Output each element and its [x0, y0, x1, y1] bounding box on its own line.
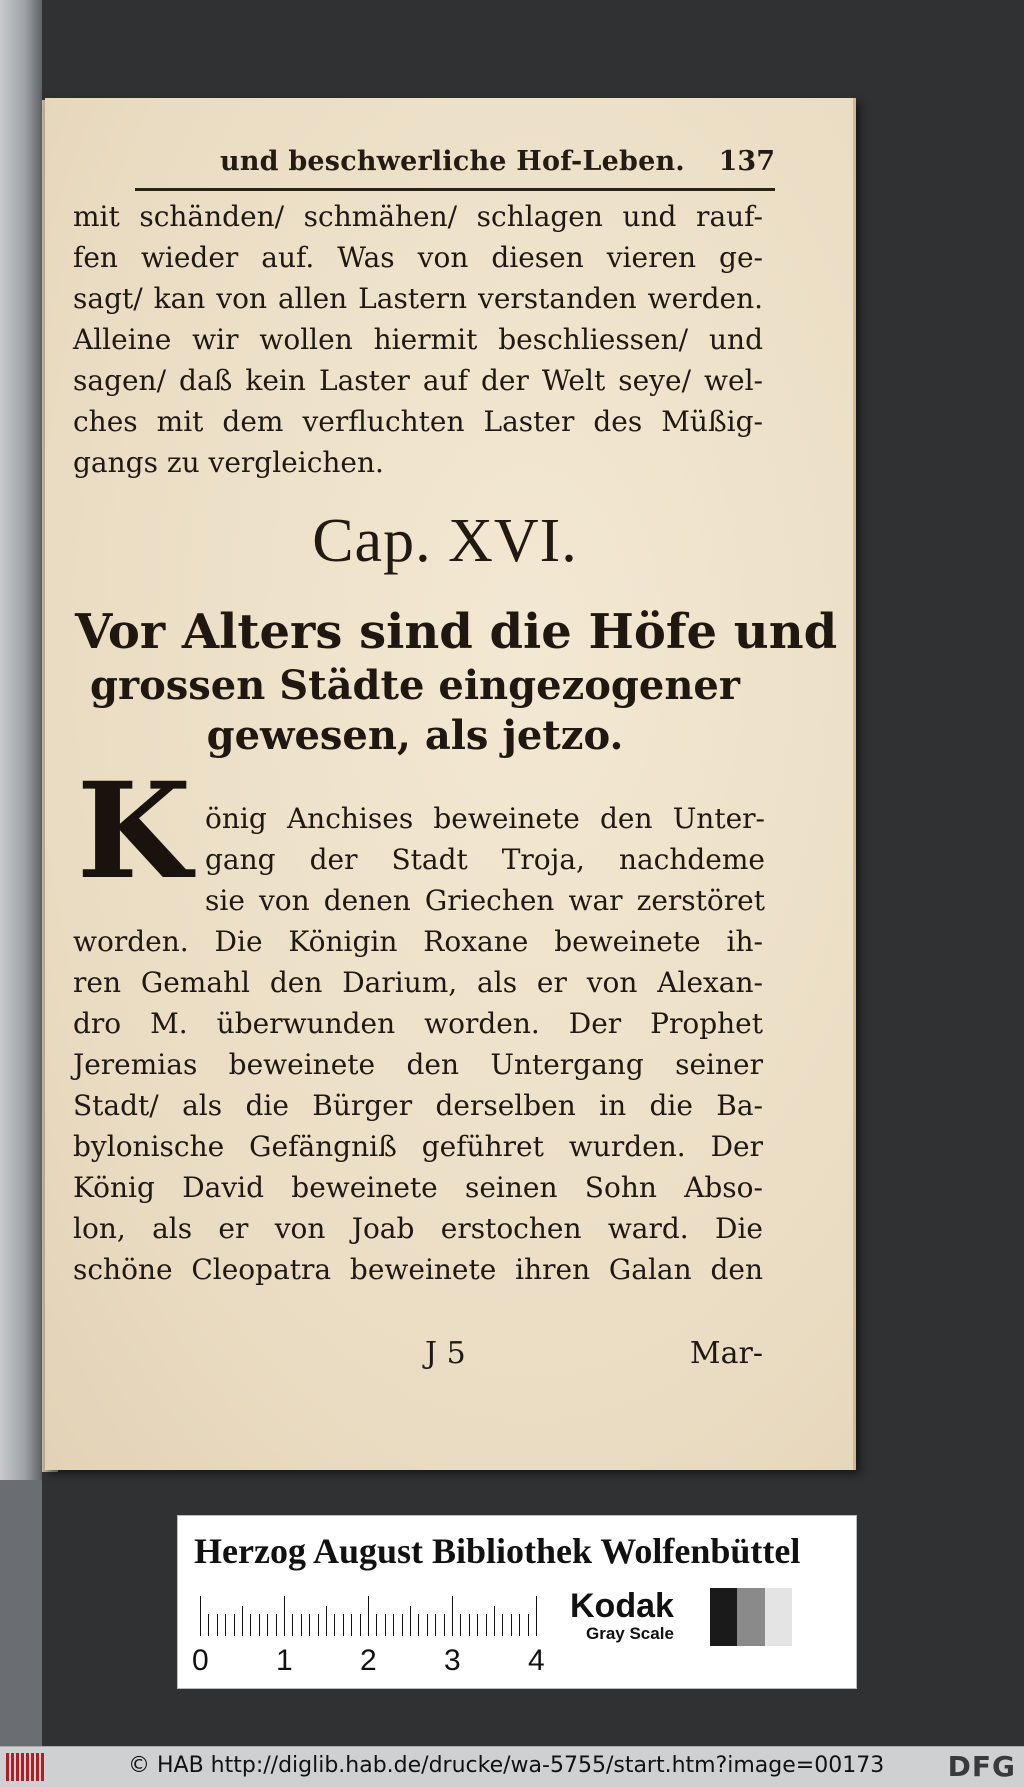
ruler-tick — [368, 1596, 369, 1636]
ruler-tick — [385, 1614, 386, 1636]
ruler-tick — [427, 1614, 428, 1636]
text-line: sie von denen Griechen war zerstöret — [205, 884, 765, 917]
page-number: 137 — [718, 146, 775, 177]
text-line: ren Gemahl den Darium, als er von Alexan- — [73, 966, 763, 999]
text-line: worden. Die Königin Roxane beweinete ih- — [73, 925, 763, 958]
catchword: Mar- — [689, 1336, 763, 1371]
gray-patch — [710, 1588, 737, 1646]
running-head — [135, 144, 775, 191]
ruler-tick — [284, 1596, 285, 1636]
scale-label: 3 — [444, 1644, 461, 1677]
kodak-subtitle: Gray Scale — [586, 1624, 674, 1643]
ruler-tick — [234, 1614, 235, 1636]
ruler-tick — [217, 1614, 218, 1636]
chapter-title-line: Vor Alters sind die Höfe und — [75, 604, 838, 660]
ruler-tick — [351, 1614, 352, 1636]
color-target-card — [178, 1516, 856, 1688]
ruler-tick — [486, 1614, 487, 1636]
ruler-tick — [528, 1614, 529, 1636]
ruler-tick — [267, 1614, 268, 1636]
opening-paragraph — [73, 196, 763, 483]
ruler-tick — [200, 1596, 201, 1636]
ruler-tick — [460, 1614, 461, 1636]
scale-label: 1 — [276, 1644, 293, 1677]
drop-cap-paragraph — [205, 798, 765, 921]
main-paragraph — [73, 921, 763, 1290]
ruler-tick — [326, 1606, 327, 1636]
ruler-tick — [376, 1614, 377, 1636]
running-head-title: und beschwerliche Hof-Leben. — [220, 146, 685, 177]
text-line: dro M. überwunden worden. Der Prophet — [73, 1007, 763, 1040]
attribution-bar — [0, 1746, 1024, 1787]
ruler-tick — [208, 1614, 209, 1636]
library-name: Herzog August Bibliothek Wolfenbüttel — [194, 1531, 801, 1571]
ruler-tick — [343, 1614, 344, 1636]
ruler-tick — [410, 1606, 411, 1636]
chapter-title — [75, 603, 838, 761]
hab-barcode-logo-icon — [6, 1753, 46, 1781]
ruler-tick — [519, 1614, 520, 1636]
scale-label: 2 — [360, 1644, 377, 1677]
text-line: gang der Stadt Troja, nachdeme — [205, 843, 765, 876]
text-line: König David beweinete seinen Sohn Abso- — [73, 1171, 763, 1204]
ruler-tick — [435, 1614, 436, 1636]
gray-scale-patches — [710, 1588, 792, 1646]
ruler-tick — [393, 1614, 394, 1636]
ruler-tick — [452, 1596, 453, 1636]
gray-patch — [737, 1588, 764, 1646]
ruler-tick — [334, 1614, 335, 1636]
ruler-tick — [292, 1614, 293, 1636]
ruler-tick — [469, 1614, 470, 1636]
chapter-title-line: gewesen, als jetzo. — [206, 712, 624, 759]
text-line: önig Anchises beweinete den Unter- — [205, 802, 765, 835]
text-line: ches mit dem verfluchten Laster des Müßig- — [73, 405, 763, 438]
text-line: bylonische Gefängniß geführet wurden. Der — [73, 1130, 763, 1163]
text-line: Jeremias beweinete den Untergang seiner — [73, 1048, 763, 1081]
chapter-title-line: grossen Städte eingezogener — [90, 662, 740, 709]
ruler-tick — [309, 1614, 310, 1636]
text-line: sagen/ daß kein Laster auf der Welt seye/ wel- — [73, 364, 763, 397]
chapter-number: Cap. XVI. — [312, 507, 578, 575]
scale-label: 0 — [192, 1644, 209, 1677]
ruler-tick — [225, 1614, 226, 1636]
kodak-brand: Kodak — [570, 1587, 674, 1625]
ruler-tick — [318, 1614, 319, 1636]
text-line: mit schänden/ schmähen/ schlagen und rauf- — [73, 200, 763, 233]
ruler-tick — [477, 1614, 478, 1636]
ruler-tick — [360, 1614, 361, 1636]
text-line: fen wieder auf. Was von diesen vieren ge- — [73, 241, 763, 274]
ruler-tick — [502, 1614, 503, 1636]
ruler-tick — [301, 1614, 302, 1636]
spine-shadow — [0, 1480, 42, 1746]
text-line: gangs zu vergleichen. — [73, 446, 384, 479]
attribution-link[interactable]: © HAB http://diglib.hab.de/drucke/wa-5755/start.htm?image=00173 — [128, 1753, 885, 1778]
dfg-logo: DFG — [947, 1750, 1016, 1783]
text-line: lon, als er von Joab erstochen ward. Die — [73, 1212, 763, 1245]
ruler-tick — [418, 1614, 419, 1636]
book-spine-strip — [0, 0, 42, 1746]
gray-patch — [765, 1588, 792, 1646]
ruler-tick — [536, 1596, 537, 1636]
scale-ruler — [200, 1596, 540, 1636]
text-line: Stadt/ als die Bürger derselben in die Ba- — [73, 1089, 763, 1122]
text-line: sagt/ kan von allen Lastern verstanden werden. — [73, 282, 763, 315]
ruler-tick — [242, 1606, 243, 1636]
scale-labels — [192, 1644, 552, 1677]
decorated-initial: K — [76, 754, 192, 909]
scale-label: 4 — [528, 1644, 545, 1677]
text-line: schöne Cleopatra beweinete ihren Galan den — [73, 1253, 763, 1286]
ruler-tick — [494, 1606, 495, 1636]
ruler-tick — [259, 1614, 260, 1636]
ruler-tick — [402, 1614, 403, 1636]
text-line: Alleine wir wollen hiermit beschliessen/ und — [73, 323, 763, 356]
signature-mark: J 5 — [425, 1336, 466, 1371]
ruler-tick — [511, 1614, 512, 1636]
page-footer — [73, 1336, 763, 1377]
ruler-tick — [276, 1614, 277, 1636]
book-page — [45, 98, 856, 1470]
ruler-tick — [444, 1614, 445, 1636]
ruler-tick — [250, 1614, 251, 1636]
kodak-label — [570, 1588, 674, 1644]
